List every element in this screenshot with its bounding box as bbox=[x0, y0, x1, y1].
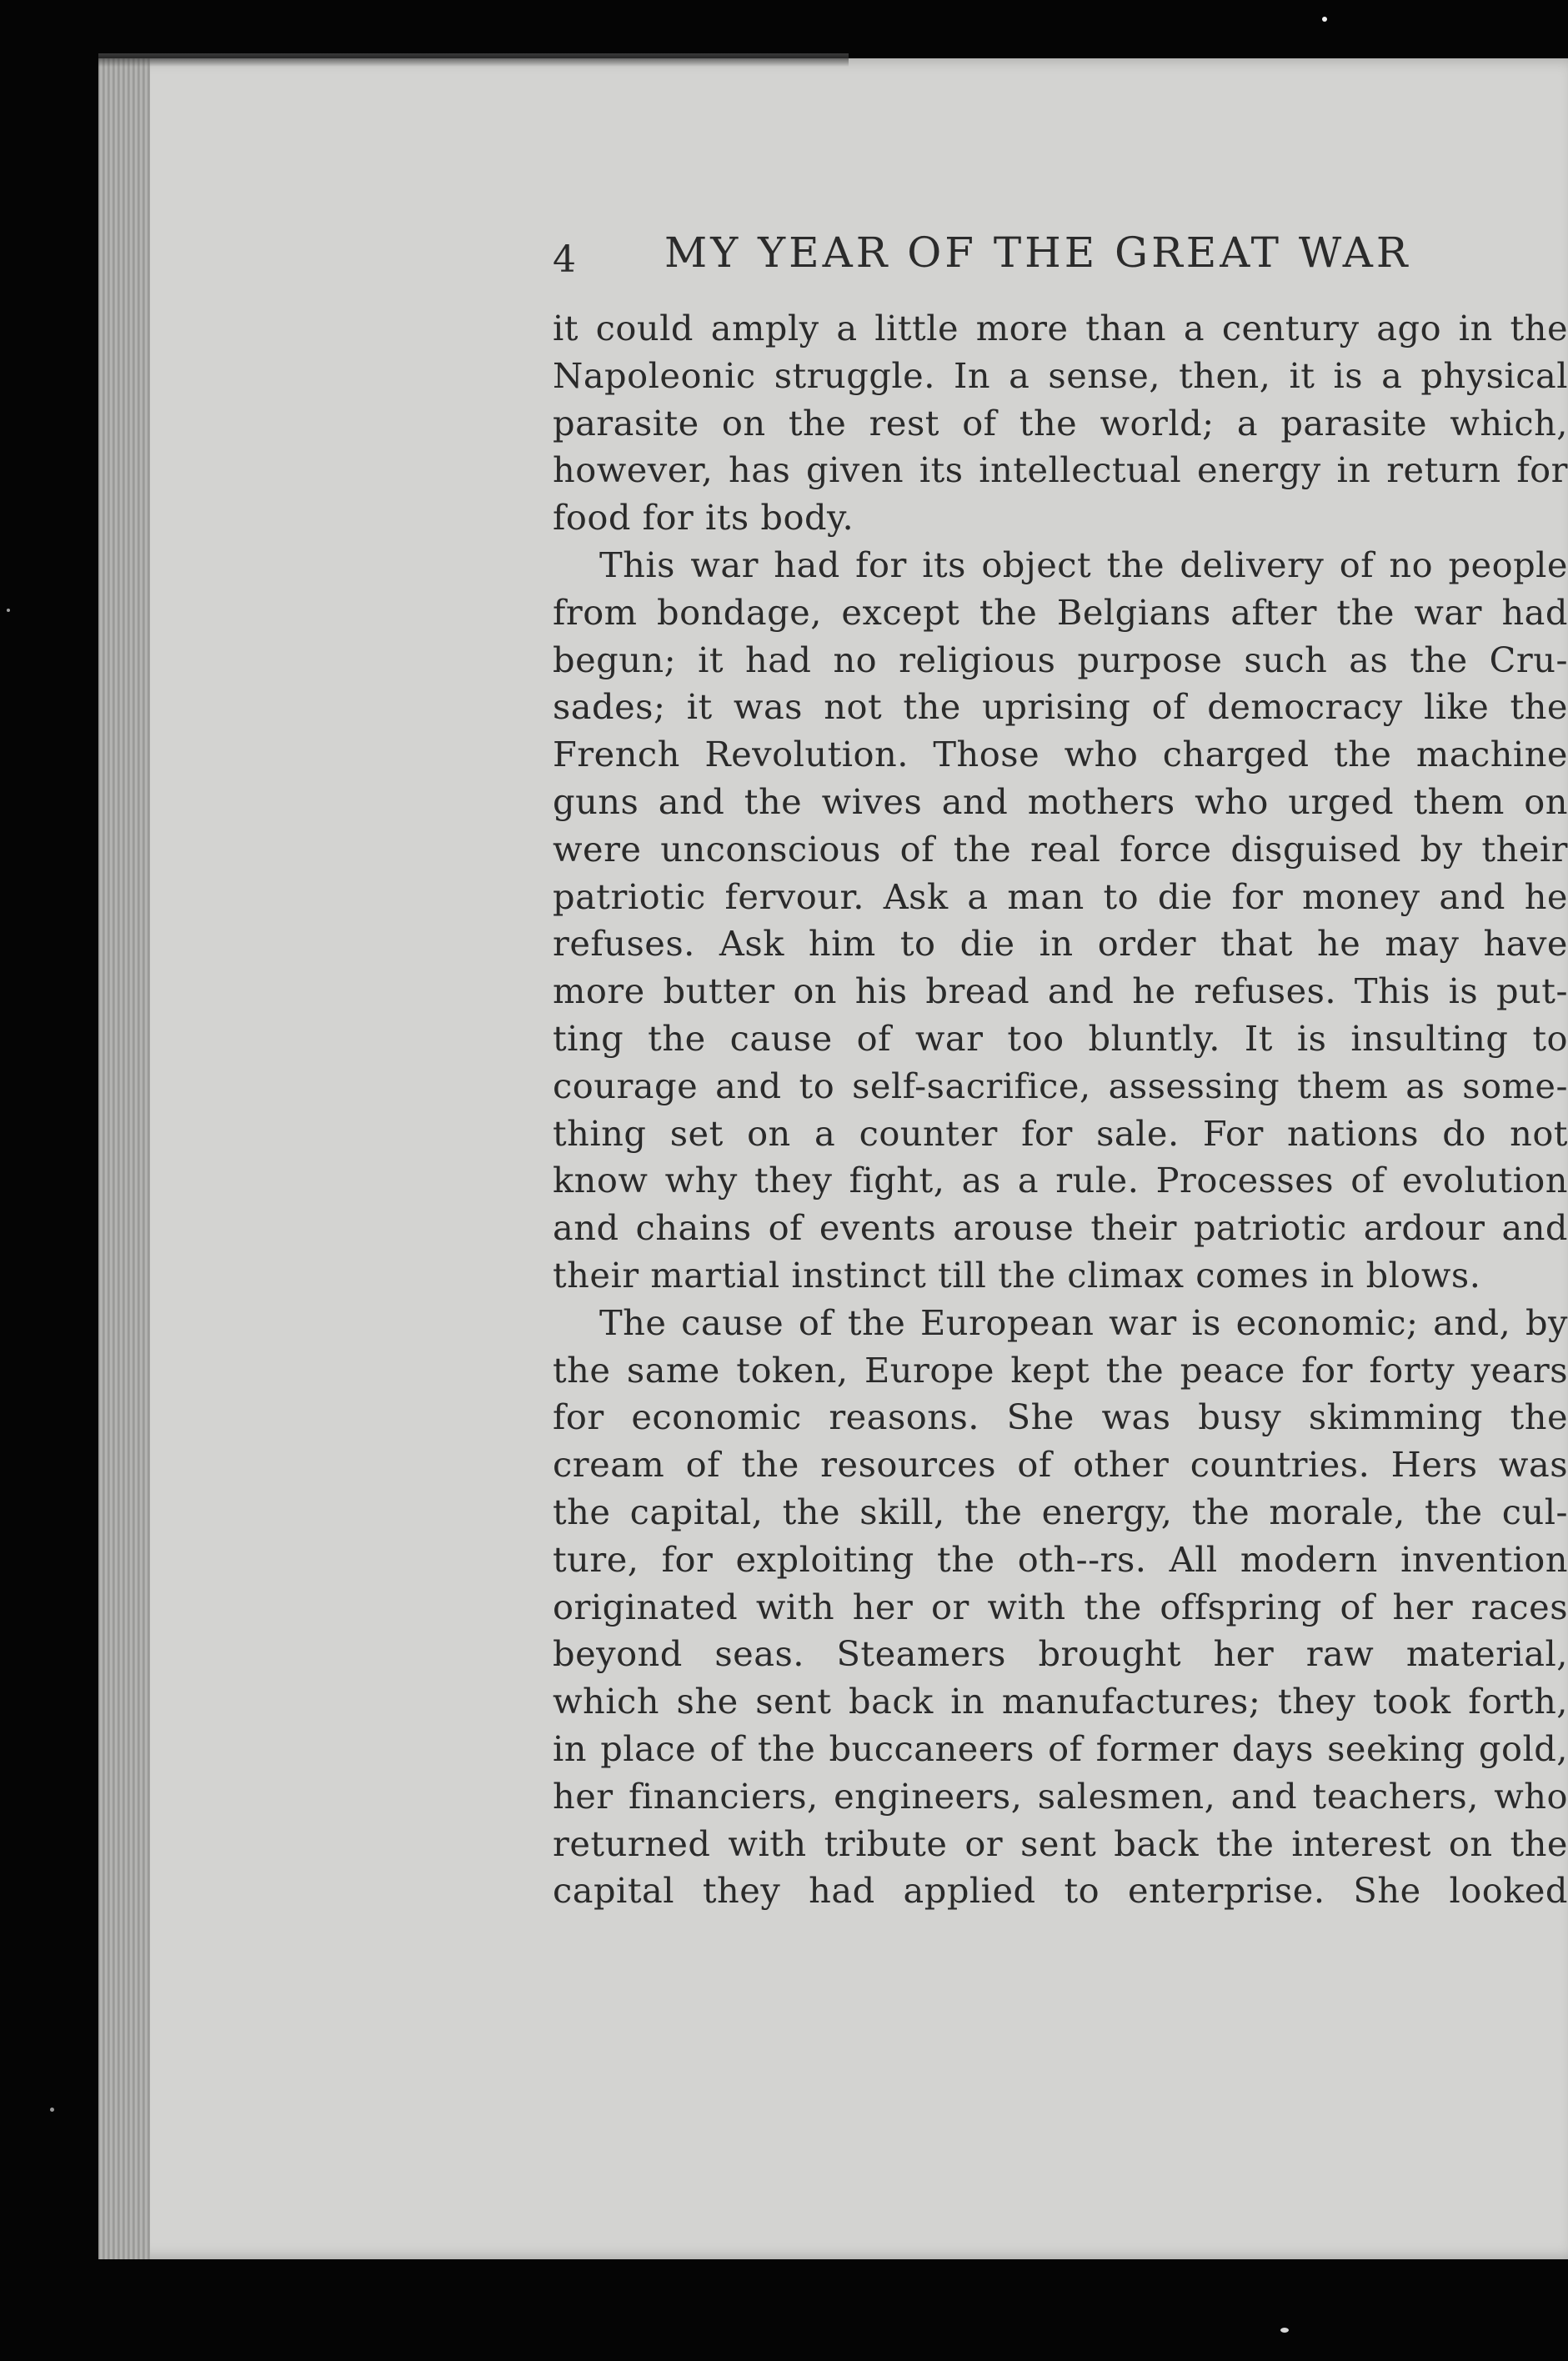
text-line: were unconscious of the real force disguised by their bbox=[553, 828, 1568, 870]
text-line: their martial instinct till the climax comes in blows. bbox=[553, 1254, 1481, 1296]
text-line: which she sent back in manufactures; they took forth, bbox=[553, 1681, 1568, 1722]
text-line: food for its body. bbox=[553, 497, 854, 539]
body-text bbox=[553, 305, 1568, 1915]
text-line: ture, for exploiting the oth--rs. All modern invention bbox=[553, 1538, 1568, 1580]
text-line: the same token, Europe kept the peace for forty years bbox=[553, 1349, 1568, 1391]
text-line: capital they had applied to enterprise. She looked bbox=[553, 1870, 1568, 1912]
text-line: patriotic fervour. Ask a man to die for money and he bbox=[553, 875, 1568, 917]
text-line: ting the cause of war too bluntly. It is insulting to bbox=[553, 1017, 1568, 1059]
text-line: courage and to self-sacrifice, assessing them as some- bbox=[553, 1065, 1568, 1106]
text-line: more butter on his bread and he refuses. This is put- bbox=[553, 970, 1568, 1012]
scan-speck bbox=[1322, 17, 1327, 22]
text-line: however, has given its intellectual energy in return for bbox=[553, 449, 1568, 491]
text-line: the capital, the skill, the energy, the morale, the cul- bbox=[553, 1491, 1568, 1532]
page-header bbox=[553, 222, 1568, 280]
text-line: cream of the resources of other countries. Hers was bbox=[553, 1444, 1568, 1486]
text-line: in place of the buccaneers of former days seeking gold, bbox=[553, 1727, 1568, 1769]
page-edges bbox=[98, 58, 150, 2259]
page-number: 4 bbox=[553, 238, 579, 281]
scan-speck bbox=[50, 2108, 54, 2112]
text-line: originated with her or with the offspring of her races bbox=[553, 1586, 1568, 1627]
text-line: The cause of the European war is economic; and, by bbox=[599, 1301, 1568, 1343]
top-shadow bbox=[98, 53, 849, 67]
text-line: French Revolution. Those who charged the machine bbox=[553, 734, 1568, 775]
text-line: thing set on a counter for sale. For nations do not bbox=[553, 1112, 1568, 1154]
text-line: refuses. Ask him to die in order that he may have bbox=[553, 923, 1568, 965]
text-line: parasite on the rest of the world; a parasite which, bbox=[553, 402, 1568, 444]
text-line: her financiers, engineers, salesmen, and teachers, who bbox=[553, 1775, 1568, 1817]
text-line: for economic reasons. She was busy skimming the bbox=[553, 1396, 1568, 1438]
text-line: it could amply a little more than a century ago in the bbox=[553, 308, 1568, 348]
text-line: know why they fight, as a rule. Processes of evolution bbox=[553, 1160, 1568, 1201]
text-line: guns and the wives and mothers who urged them on bbox=[553, 780, 1568, 822]
text-line: Napoleonic struggle. In a sense, then, it is a physical bbox=[553, 354, 1568, 396]
text-line: and chains of events arouse their patriotic ardour and bbox=[553, 1207, 1568, 1249]
text-line: sades; it was not the uprising of democracy like the bbox=[553, 686, 1568, 728]
scan-speck bbox=[7, 609, 10, 612]
text-line: This war had for its object the delivery of no people bbox=[599, 544, 1568, 585]
text-line: from bondage, except the Belgians after the war had bbox=[553, 591, 1568, 633]
text-line: returned with tribute or sent back the interest on the bbox=[553, 1822, 1568, 1864]
text-line: begun; it had no religious purpose such as the Cru- bbox=[553, 639, 1568, 680]
scan-speck bbox=[1280, 2328, 1289, 2333]
text-line: beyond seas. Steamers brought her raw material, bbox=[553, 1633, 1568, 1675]
running-title: MY YEAR OF THE GREAT WAR bbox=[664, 228, 1411, 277]
